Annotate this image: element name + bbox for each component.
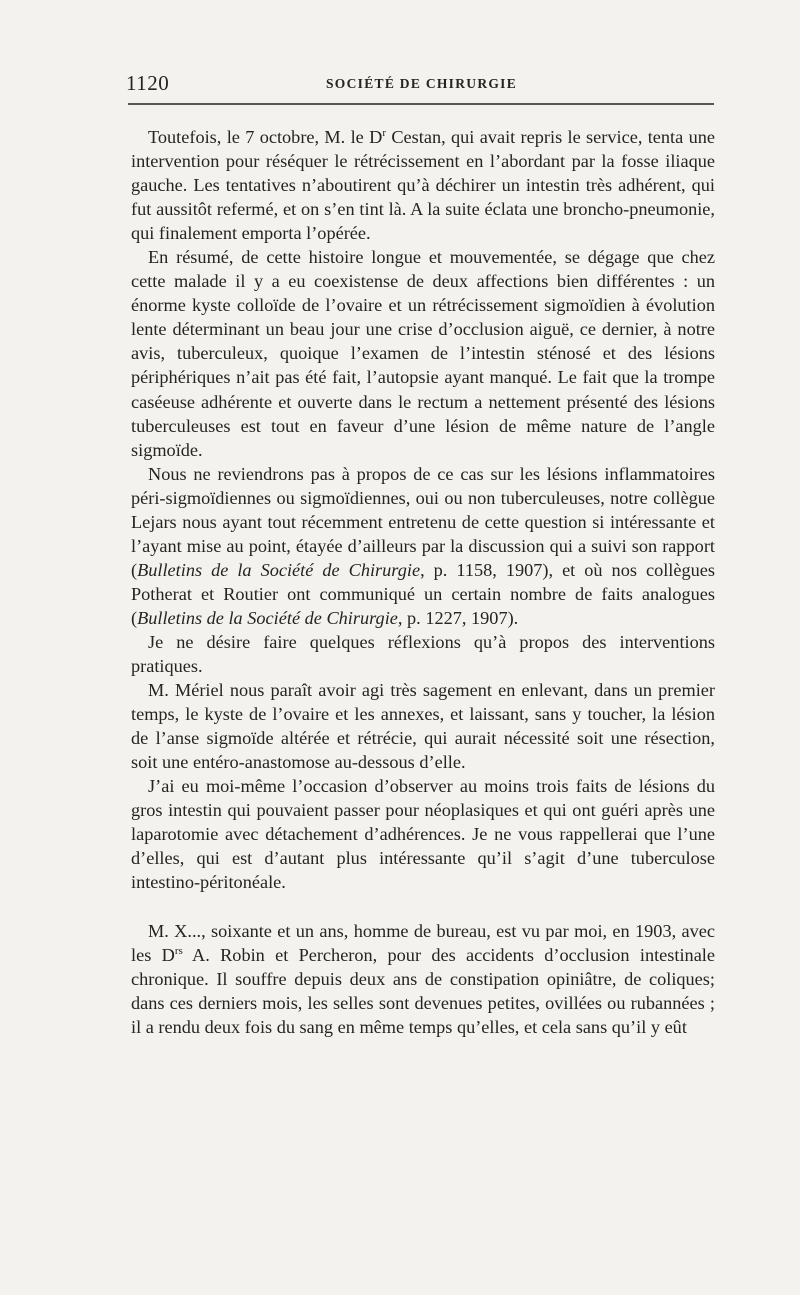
- citation-2: Bulletins de la Société de Chirurgie: [137, 607, 398, 628]
- paragraph-4: Je ne désire faire quelques réflexions qu’à propos des interventions pratiques.: [131, 631, 715, 677]
- citation-1: Bulletins de la Société de Chirurgie: [137, 559, 421, 580]
- case-report-paragraph: M. X..., soixante et un ans, homme de bureau, est vu par moi, en 1903, avec les $D^{rs}$ A. Robin et Percheron, pour des accidents d’occlusion intestinale chronique. Il souffre depuis deux ans de constipation opiniâtre, de coliques; dans ces derniers mois, les selles sont devenues petites, ovillées ou rubannées ; il a rendu deux fois du sang en même temps qu’elles, et cela sans qu’il y eût: [131, 920, 715, 1037]
- paragraph-6: J’ai eu moi-même l’occasion d’observer au moins trois faits de lésions du gros intestin qui pouvaient passer pour néoplasiques et qui ont guéri après une laparotomie avec détachement d’adhérences. Je ne vous rappellerai que l’une d’elles, qui est d’autant plus intéressante qu’il s’agit d’une tuberculose intestino-péritonéale.: [131, 776, 715, 893]
- page-header: [126, 71, 716, 97]
- paragraph-3: Nous ne reviendrons pas à propos de ce cas sur les lésions inflammatoires péri-sigmoïdiennes ou sigmoïdiennes, oui ou non tuberculeuses, notre collègue Lejars nous ayant tout récemment entretenu de cette question si intéressante et l’ayant mise au point, étayée d’ailleurs par la discussion qui a suivi son rapport (Bulletins de la Société de Chirurgie, p. 1158, 1907), et où nos collègues Potherat et Routier ont communiqué un certain nombre de faits analogues (Bulletins de la Société de Chirurgie, p. 1227, 1907).: [131, 463, 715, 628]
- section-gap: [131, 895, 715, 919]
- page-number: 1120: [126, 71, 170, 95]
- paragraph-5: M. Mériel nous paraît avoir agi très sagement en enlevant, dans un premier temps, le kyste de l’ovaire et les annexes, et laissant, sans y toucher, la lésion de l’anse sigmoïde altérée et rétrécie, qui aurait nécessité soit une résection, soit une entéro-anastomose au-dessous d’elle.: [131, 680, 715, 773]
- paragraph-1: Toutefois, le 7 octobre, M. le $D^r$ Cestan, qui avait repris le service, tenta une intervention pour réséquer le rétrécissement en l’abordant par la fosse iliaque gauche. Les tentatives n’aboutirent qu’à déchirer un intestin très adhérent, qui fut aussitôt refermé, et on s’en tint là. A la suite éclata une broncho-pneumonie, qui finalement emporta l’opérée.: [131, 127, 715, 244]
- body-text: [131, 125, 715, 1039]
- header-rule: [128, 103, 714, 105]
- paragraph-2: En résumé, de cette histoire longue et mouvementée, se dégage que chez cette malade il y a eu coexistense de deux affections bien différentes : un énorme kyste colloïde de l’ovaire et un rétrécissement sigmoïdien à évolution lente déterminant un beau jour une crise d’occlusion aiguë, ce dernier, à notre avis, tuberculeux, quoique l’examen de l’intestin sténosé et des lésions périphériques n’ait pas été fait, l’autopsie ayant manqué. Le fait que la trompe caséeuse adhérente et ouverte dans le rectum a nettement présenté des lésions tuberculeuses est tout en faveur d’une lésion de même nature de l’angle sigmoïde.: [131, 247, 715, 460]
- running-head: SOCIÉTÉ DE CHIRURGIE: [326, 76, 518, 91]
